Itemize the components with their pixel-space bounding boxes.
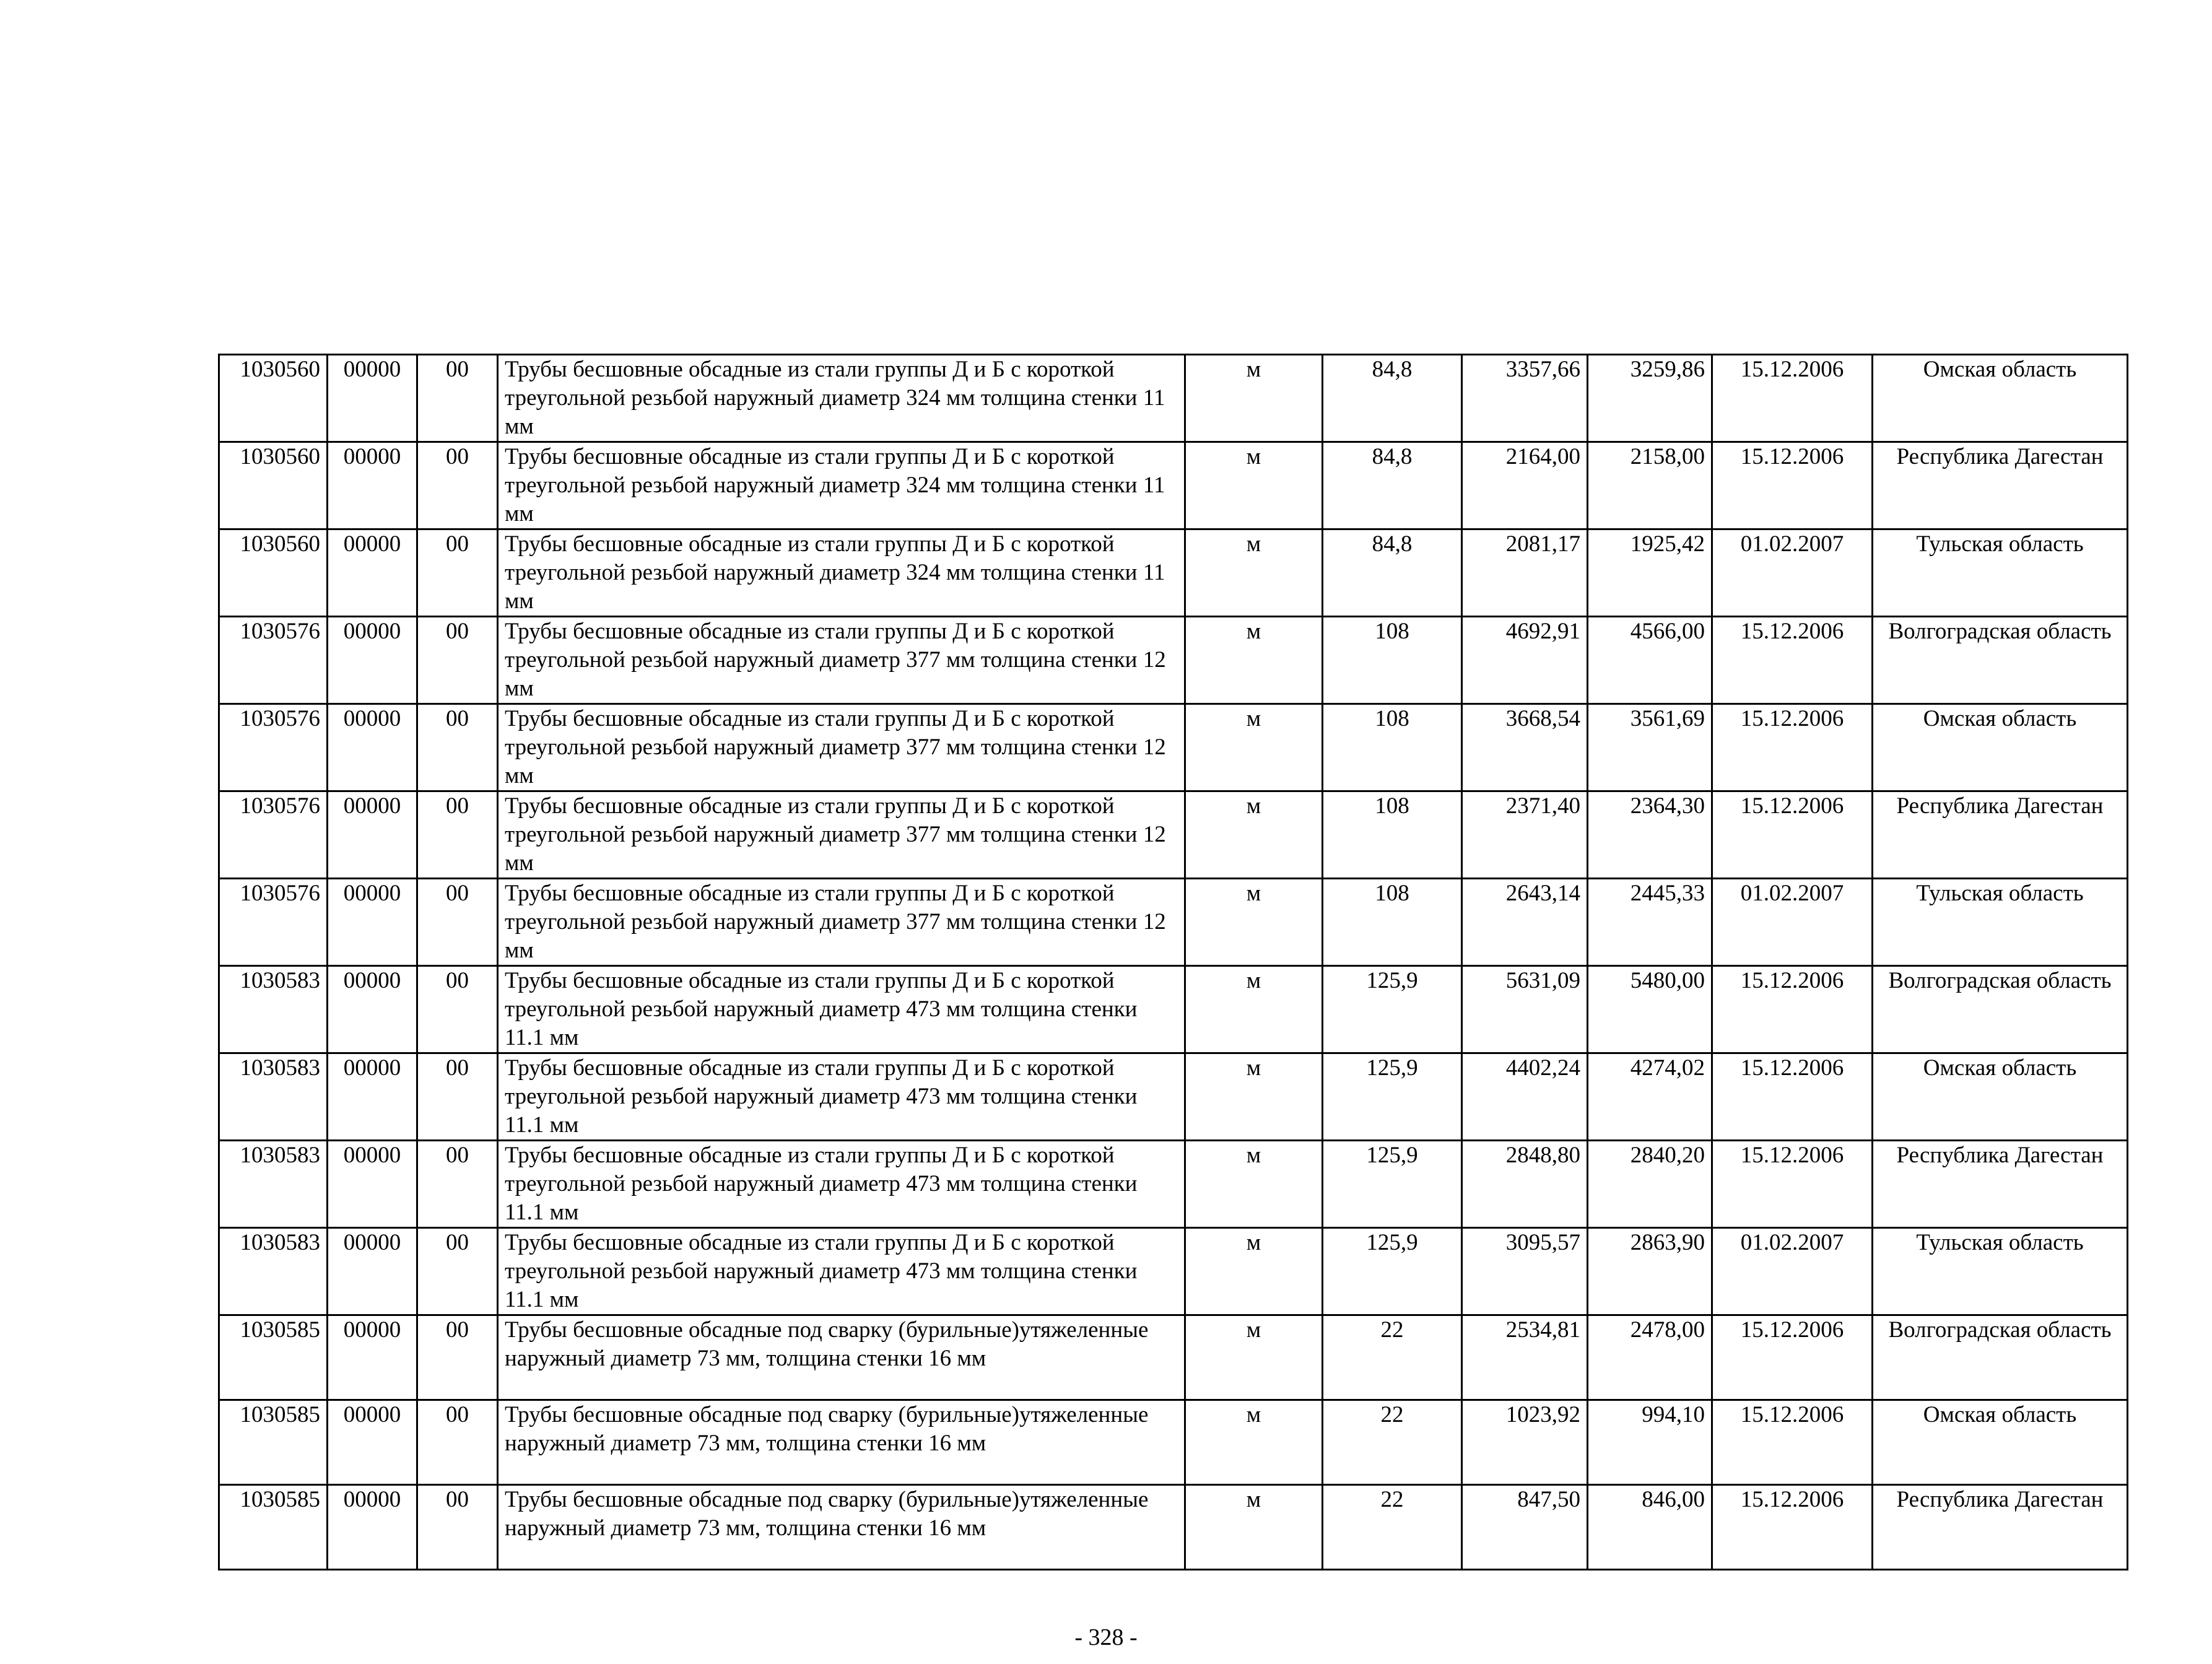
cell-description: Трубы бесшовные обсадные из стали группы Д и Б с короткой треугольной резьбой наружный диаметр 473 мм толщина стенки 11.1 мм — [498, 966, 1185, 1053]
cell-date: 15.12.2006 — [1712, 966, 1873, 1053]
cell-date: 01.02.2007 — [1712, 879, 1873, 966]
cell-weight: 108 — [1323, 704, 1462, 791]
cell-weight: 108 — [1323, 791, 1462, 879]
cell-unit: м — [1185, 617, 1323, 704]
cell-unit: м — [1185, 1485, 1323, 1570]
cell-region: Тульская область — [1873, 1228, 2128, 1315]
cell-description: Трубы бесшовные обсадные из стали группы Д и Б с короткой треугольной резьбой наружный диаметр 324 мм толщина стенки 11 мм — [498, 529, 1185, 617]
table-row — [219, 966, 2128, 1053]
cell-code: 1030583 — [219, 1141, 328, 1228]
cell-price-2: 3259,86 — [1588, 355, 1712, 442]
cell-region: Республика Дагестан — [1873, 442, 2128, 529]
cell-suffix: 00 — [417, 1141, 498, 1228]
cell-price-2: 2158,00 — [1588, 442, 1712, 529]
cell-code: 1030583 — [219, 966, 328, 1053]
cell-code: 1030560 — [219, 355, 328, 442]
cell-subcode: 00000 — [328, 704, 417, 791]
cell-code: 1030576 — [219, 791, 328, 879]
cell-region: Республика Дагестан — [1873, 1485, 2128, 1570]
cell-code: 1030560 — [219, 529, 328, 617]
cell-code: 1030576 — [219, 704, 328, 791]
cell-region: Тульская область — [1873, 879, 2128, 966]
cell-subcode: 00000 — [328, 1315, 417, 1400]
cell-suffix: 00 — [417, 879, 498, 966]
cell-price-1: 2848,80 — [1462, 1141, 1588, 1228]
cell-price-1: 4692,91 — [1462, 617, 1588, 704]
cell-description: Трубы бесшовные обсадные из стали группы Д и Б с короткой треугольной резьбой наружный диаметр 324 мм толщина стенки 11 мм — [498, 442, 1185, 529]
cell-code: 1030585 — [219, 1400, 328, 1485]
cell-price-1: 3357,66 — [1462, 355, 1588, 442]
cell-subcode: 00000 — [328, 529, 417, 617]
cell-region: Омская область — [1873, 355, 2128, 442]
cell-date: 15.12.2006 — [1712, 355, 1873, 442]
cell-date: 15.12.2006 — [1712, 442, 1873, 529]
cell-subcode: 00000 — [328, 879, 417, 966]
cell-region: Волгоградская область — [1873, 617, 2128, 704]
cell-price-2: 1925,42 — [1588, 529, 1712, 617]
cell-code: 1030576 — [219, 617, 328, 704]
cell-price-2: 846,00 — [1588, 1485, 1712, 1570]
cell-description: Трубы бесшовные обсадные из стали группы Д и Б с короткой треугольной резьбой наружный диаметр 473 мм толщина стенки 11.1 мм — [498, 1228, 1185, 1315]
cell-weight: 84,8 — [1323, 529, 1462, 617]
cell-code: 1030583 — [219, 1228, 328, 1315]
cell-weight: 22 — [1323, 1485, 1462, 1570]
cell-date: 01.02.2007 — [1712, 529, 1873, 617]
cell-description: Трубы бесшовные обсадные из стали группы Д и Б с короткой треугольной резьбой наружный диаметр 377 мм толщина стенки 12 мм — [498, 704, 1185, 791]
cell-unit: м — [1185, 1053, 1323, 1141]
cell-date: 15.12.2006 — [1712, 1141, 1873, 1228]
cell-code: 1030560 — [219, 442, 328, 529]
cell-weight: 125,9 — [1323, 966, 1462, 1053]
cell-description: Трубы бесшовные обсадные под сварку (бурильные)утяжеленные наружный диаметр 73 мм, толщина стенки 16 мм — [498, 1315, 1185, 1400]
cell-date: 15.12.2006 — [1712, 1400, 1873, 1485]
cell-code: 1030583 — [219, 1053, 328, 1141]
table-row — [219, 791, 2128, 879]
cell-subcode: 00000 — [328, 1400, 417, 1485]
cell-date: 15.12.2006 — [1712, 1053, 1873, 1141]
cell-suffix: 00 — [417, 1315, 498, 1400]
cell-subcode: 00000 — [328, 791, 417, 879]
cell-unit: м — [1185, 355, 1323, 442]
cell-unit: м — [1185, 966, 1323, 1053]
cell-suffix: 00 — [417, 966, 498, 1053]
price-table — [218, 354, 2128, 1570]
cell-description: Трубы бесшовные обсадные из стали группы Д и Б с короткой треугольной резьбой наружный диаметр 377 мм толщина стенки 12 мм — [498, 791, 1185, 879]
cell-suffix: 00 — [417, 355, 498, 442]
cell-date: 15.12.2006 — [1712, 704, 1873, 791]
cell-price-1: 2534,81 — [1462, 1315, 1588, 1400]
cell-price-1: 847,50 — [1462, 1485, 1588, 1570]
cell-unit: м — [1185, 704, 1323, 791]
cell-description: Трубы бесшовные обсадные из стали группы Д и Б с короткой треугольной резьбой наружный диаметр 377 мм толщина стенки 12 мм — [498, 879, 1185, 966]
cell-price-2: 2478,00 — [1588, 1315, 1712, 1400]
cell-subcode: 00000 — [328, 1053, 417, 1141]
cell-region: Республика Дагестан — [1873, 791, 2128, 879]
cell-description: Трубы бесшовные обсадные из стали группы Д и Б с короткой треугольной резьбой наружный диаметр 324 мм толщина стенки 11 мм — [498, 355, 1185, 442]
table-row — [219, 1228, 2128, 1315]
cell-weight: 125,9 — [1323, 1228, 1462, 1315]
table-row — [219, 1053, 2128, 1141]
cell-weight: 84,8 — [1323, 442, 1462, 529]
cell-unit: м — [1185, 791, 1323, 879]
cell-weight: 108 — [1323, 617, 1462, 704]
cell-unit: м — [1185, 529, 1323, 617]
cell-subcode: 00000 — [328, 617, 417, 704]
cell-suffix: 00 — [417, 791, 498, 879]
cell-subcode: 00000 — [328, 442, 417, 529]
cell-suffix: 00 — [417, 1053, 498, 1141]
cell-region: Омская область — [1873, 1053, 2128, 1141]
cell-unit: м — [1185, 442, 1323, 529]
cell-price-2: 2840,20 — [1588, 1141, 1712, 1228]
table-row — [219, 1315, 2128, 1400]
cell-price-2: 2863,90 — [1588, 1228, 1712, 1315]
table-row — [219, 1485, 2128, 1570]
cell-region: Республика Дагестан — [1873, 1141, 2128, 1228]
cell-unit: м — [1185, 1315, 1323, 1400]
cell-weight: 84,8 — [1323, 355, 1462, 442]
cell-subcode: 00000 — [328, 1228, 417, 1315]
cell-weight: 22 — [1323, 1400, 1462, 1485]
cell-unit: м — [1185, 1400, 1323, 1485]
table-body — [219, 355, 2128, 1570]
page-number: - 328 - — [1074, 1624, 1138, 1650]
cell-price-1: 2643,14 — [1462, 879, 1588, 966]
cell-unit: м — [1185, 1228, 1323, 1315]
table-row — [219, 704, 2128, 791]
cell-suffix: 00 — [417, 442, 498, 529]
cell-date: 01.02.2007 — [1712, 1228, 1873, 1315]
table-row — [219, 1141, 2128, 1228]
cell-price-2: 5480,00 — [1588, 966, 1712, 1053]
cell-price-1: 5631,09 — [1462, 966, 1588, 1053]
cell-price-1: 1023,92 — [1462, 1400, 1588, 1485]
cell-code: 1030585 — [219, 1315, 328, 1400]
cell-date: 15.12.2006 — [1712, 791, 1873, 879]
cell-region: Омская область — [1873, 1400, 2128, 1485]
cell-suffix: 00 — [417, 1485, 498, 1570]
cell-date: 15.12.2006 — [1712, 1315, 1873, 1400]
cell-price-2: 994,10 — [1588, 1400, 1712, 1485]
cell-weight: 108 — [1323, 879, 1462, 966]
cell-unit: м — [1185, 879, 1323, 966]
cell-price-2: 2445,33 — [1588, 879, 1712, 966]
cell-unit: м — [1185, 1141, 1323, 1228]
cell-code: 1030585 — [219, 1485, 328, 1570]
cell-subcode: 00000 — [328, 1141, 417, 1228]
table-row — [219, 355, 2128, 442]
table-row — [219, 529, 2128, 617]
table-row — [219, 1400, 2128, 1485]
cell-suffix: 00 — [417, 617, 498, 704]
cell-suffix: 00 — [417, 1400, 498, 1485]
cell-date: 15.12.2006 — [1712, 1485, 1873, 1570]
cell-suffix: 00 — [417, 1228, 498, 1315]
cell-price-1: 4402,24 — [1462, 1053, 1588, 1141]
cell-date: 15.12.2006 — [1712, 617, 1873, 704]
cell-subcode: 00000 — [328, 355, 417, 442]
cell-description: Трубы бесшовные обсадные под сварку (бурильные)утяжеленные наружный диаметр 73 мм, толщина стенки 16 мм — [498, 1485, 1185, 1570]
cell-description: Трубы бесшовные обсадные под сварку (бурильные)утяжеленные наружный диаметр 73 мм, толщина стенки 16 мм — [498, 1400, 1185, 1485]
table-row — [219, 879, 2128, 966]
cell-region: Волгоградская область — [1873, 966, 2128, 1053]
cell-price-2: 3561,69 — [1588, 704, 1712, 791]
cell-suffix: 00 — [417, 704, 498, 791]
cell-region: Омская область — [1873, 704, 2128, 791]
cell-price-2: 2364,30 — [1588, 791, 1712, 879]
cell-price-1: 2164,00 — [1462, 442, 1588, 529]
cell-price-2: 4566,00 — [1588, 617, 1712, 704]
cell-suffix: 00 — [417, 529, 498, 617]
cell-price-1: 3095,57 — [1462, 1228, 1588, 1315]
cell-description: Трубы бесшовные обсадные из стали группы Д и Б с короткой треугольной резьбой наружный диаметр 377 мм толщина стенки 12 мм — [498, 617, 1185, 704]
cell-weight: 22 — [1323, 1315, 1462, 1400]
cell-weight: 125,9 — [1323, 1053, 1462, 1141]
cell-subcode: 00000 — [328, 1485, 417, 1570]
table-row — [219, 617, 2128, 704]
cell-price-2: 4274,02 — [1588, 1053, 1712, 1141]
cell-region: Волгоградская область — [1873, 1315, 2128, 1400]
cell-weight: 125,9 — [1323, 1141, 1462, 1228]
cell-description: Трубы бесшовные обсадные из стали группы Д и Б с короткой треугольной резьбой наружный диаметр 473 мм толщина стенки 11.1 мм — [498, 1141, 1185, 1228]
cell-description: Трубы бесшовные обсадные из стали группы Д и Б с короткой треугольной резьбой наружный диаметр 473 мм толщина стенки 11.1 мм — [498, 1053, 1185, 1141]
cell-price-1: 3668,54 — [1462, 704, 1588, 791]
table-row — [219, 442, 2128, 529]
cell-price-1: 2081,17 — [1462, 529, 1588, 617]
cell-price-1: 2371,40 — [1462, 791, 1588, 879]
cell-code: 1030576 — [219, 879, 328, 966]
cell-region: Тульская область — [1873, 529, 2128, 617]
cell-subcode: 00000 — [328, 966, 417, 1053]
